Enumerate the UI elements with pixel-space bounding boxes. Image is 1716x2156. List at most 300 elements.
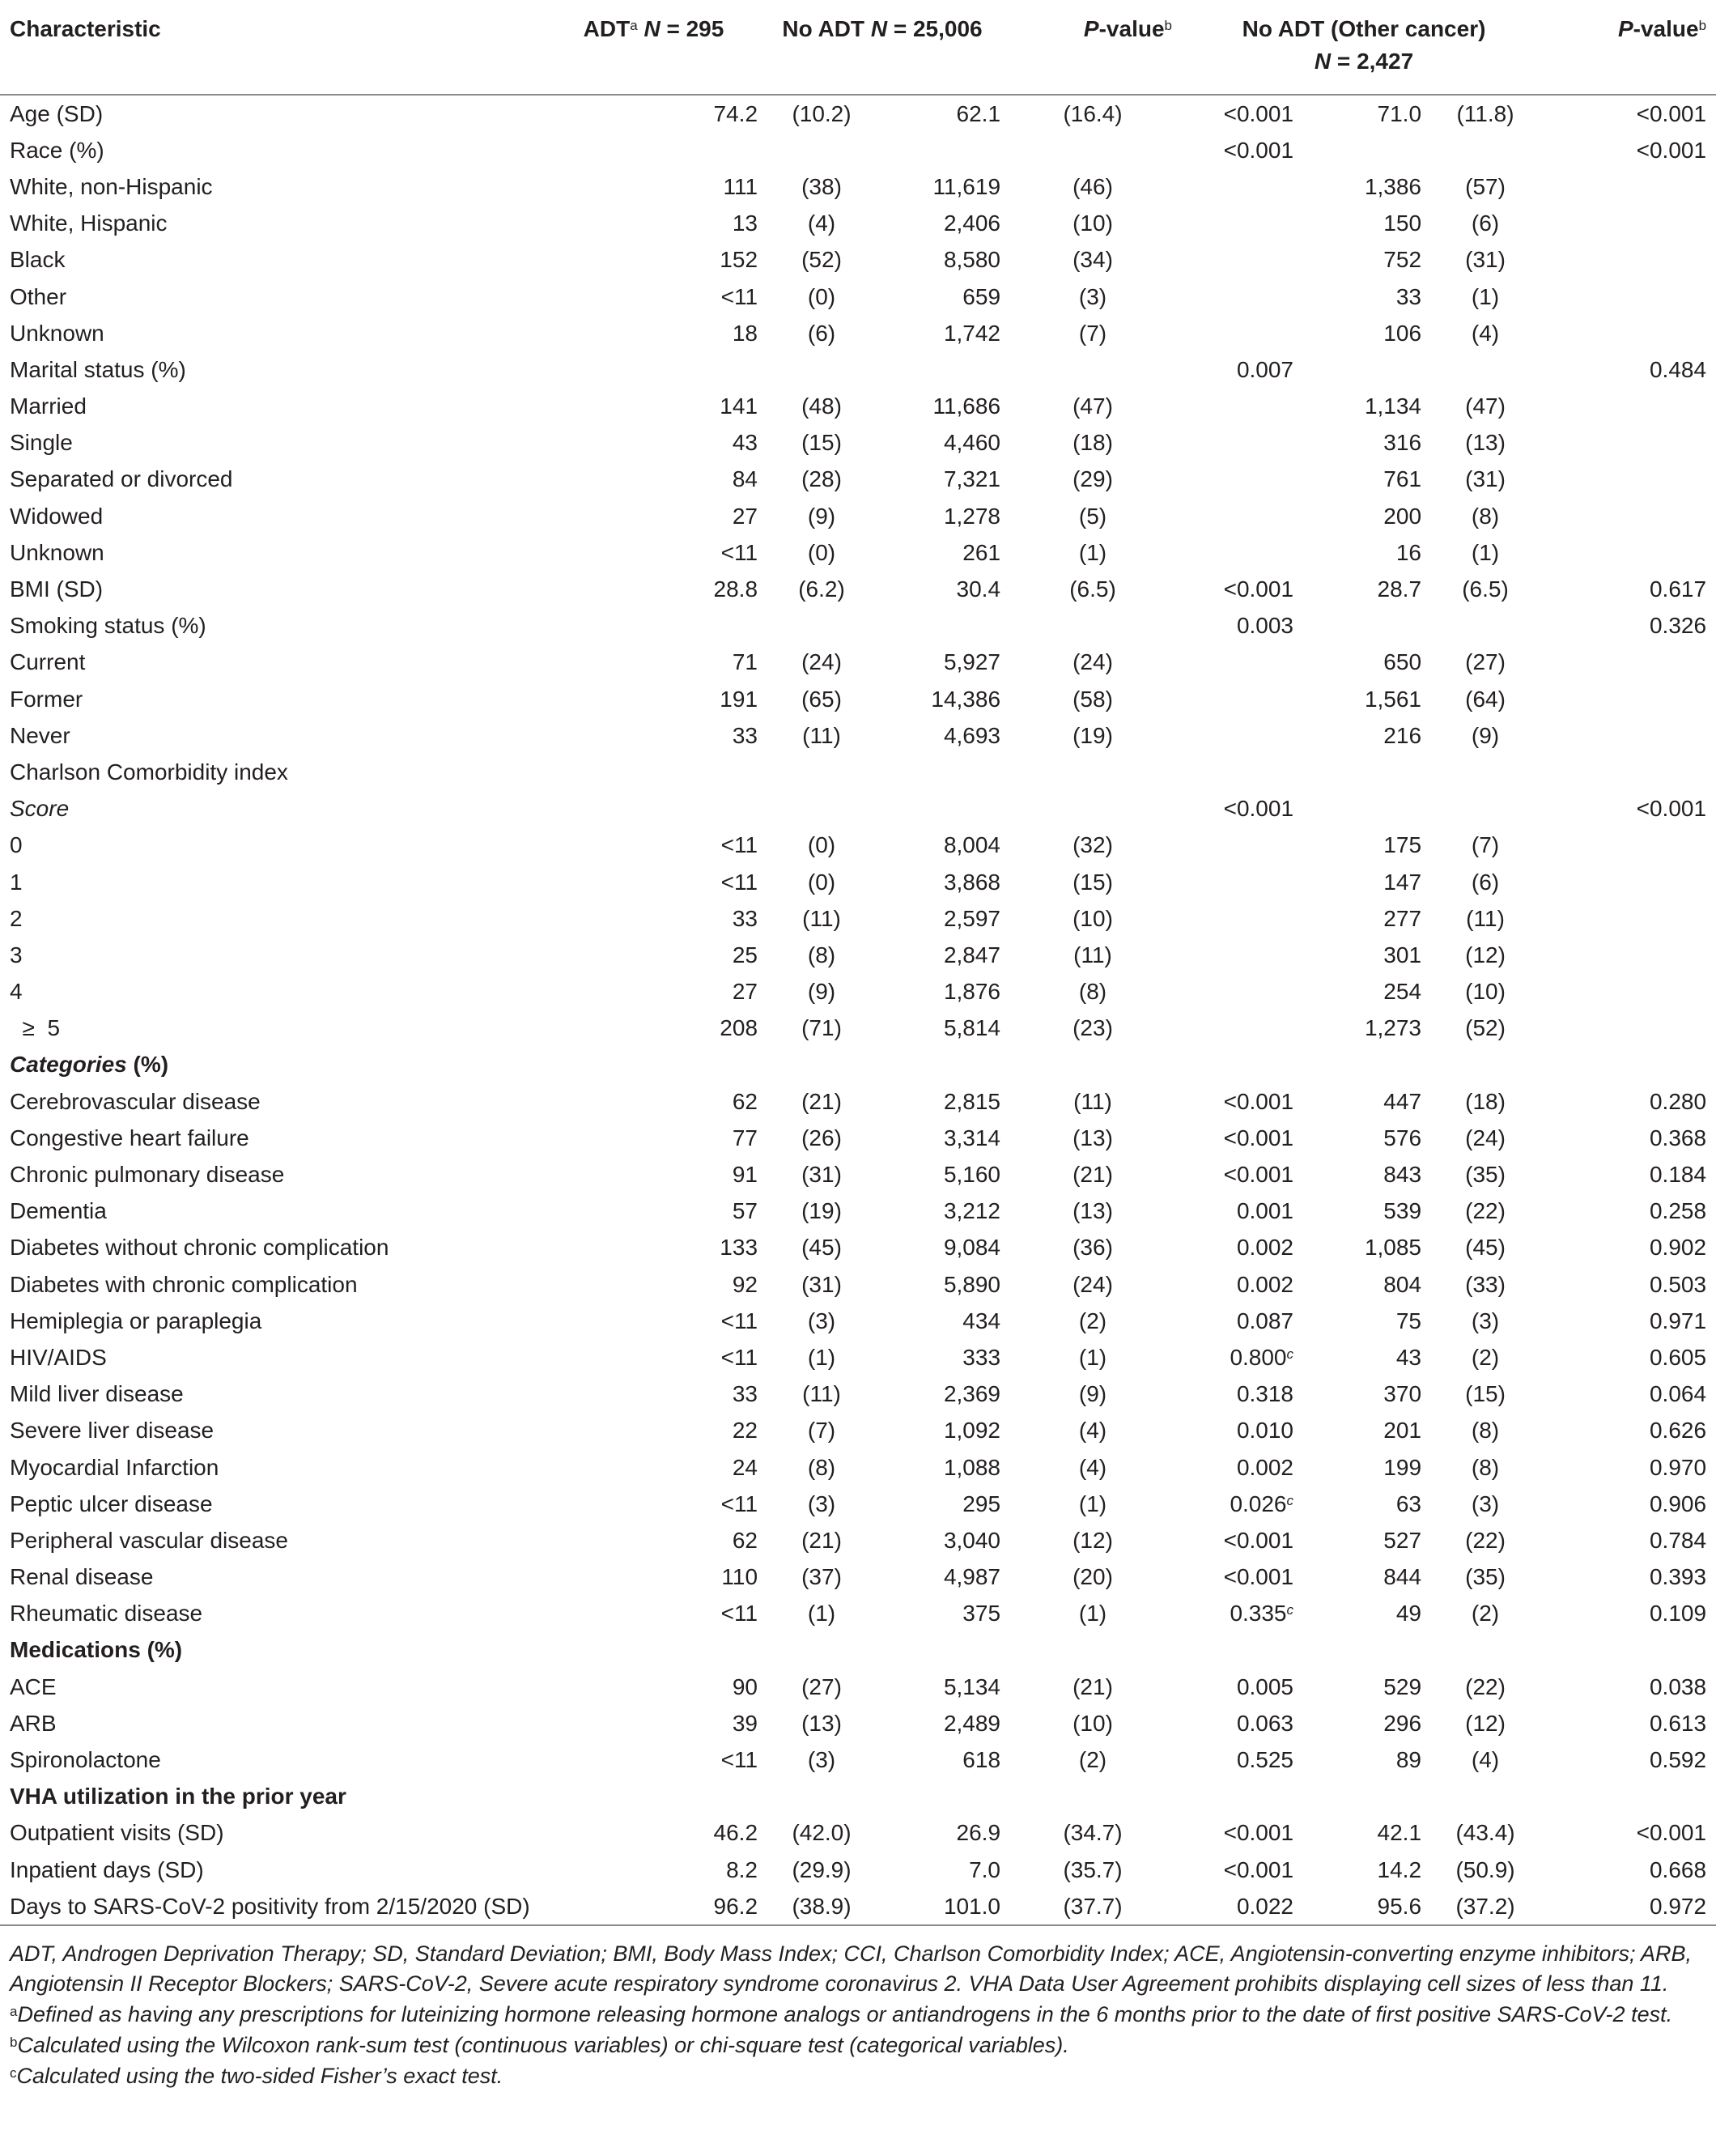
row-label: Medications (%) xyxy=(10,1637,183,1663)
p-value-2: 0.393 xyxy=(1649,1564,1707,1590)
p-value-1: <0.001 xyxy=(1223,1125,1294,1150)
p-value-2: <0.001 xyxy=(1636,100,1707,126)
other-cancer-count: 33 xyxy=(1395,283,1422,309)
p-value-2 xyxy=(1546,168,1716,205)
row-label: Rheumatic disease xyxy=(10,1601,203,1627)
table-footnotes xyxy=(10,1939,1706,2092)
adt-percent: (0) xyxy=(807,832,836,858)
adt-count xyxy=(639,351,761,388)
adt-percent: (11) xyxy=(802,722,841,748)
row-label: Peripheral vascular disease xyxy=(10,1527,288,1553)
adt-count: <11 xyxy=(720,539,758,565)
header-no-adt: No ADT N = 25,006 xyxy=(761,0,1004,95)
no-adt-count: 295 xyxy=(962,1490,1001,1516)
no-adt-percent: (5) xyxy=(1078,503,1107,529)
row-label: Inpatient days (SD) xyxy=(10,1856,204,1882)
no-adt-count: 4,460 xyxy=(943,430,1001,456)
adt-percent: (3) xyxy=(807,1308,836,1333)
other-cancer-percent xyxy=(1425,608,1546,644)
table-row xyxy=(0,1632,1716,1669)
adt-percent xyxy=(761,1779,882,1815)
no-adt-percent xyxy=(1004,1779,1182,1815)
other-cancer-percent: (7) xyxy=(1471,832,1500,858)
no-adt-count: 1,742 xyxy=(943,320,1001,346)
no-adt-percent: (24) xyxy=(1072,1271,1113,1297)
other-cancer-count: 1,134 xyxy=(1364,393,1422,419)
p-value-2: 0.184 xyxy=(1649,1162,1707,1188)
table-row xyxy=(0,1120,1716,1156)
p-value-1: 0.002 xyxy=(1236,1235,1294,1261)
no-adt-count: 5,134 xyxy=(943,1673,1001,1699)
header-characteristic: Characteristic xyxy=(0,0,546,95)
row-label: Smoking status (%) xyxy=(10,613,206,639)
adt-count: <11 xyxy=(720,869,758,895)
adt-percent: (8) xyxy=(807,942,836,967)
row-label: Age (SD) xyxy=(10,100,104,126)
adt-percent: (9) xyxy=(807,503,836,529)
row-label: Never xyxy=(10,722,70,748)
no-adt-count: 5,927 xyxy=(943,649,1001,675)
table-row xyxy=(0,571,1716,607)
table-row xyxy=(0,900,1716,937)
no-adt-count: 5,160 xyxy=(943,1162,1001,1188)
row-label: HIV/AIDS xyxy=(10,1344,107,1370)
other-cancer-count: 370 xyxy=(1383,1381,1422,1407)
other-cancer-count: 201 xyxy=(1383,1418,1422,1444)
no-adt-percent: (1) xyxy=(1078,1490,1107,1516)
other-cancer-count xyxy=(1303,132,1425,168)
table-row xyxy=(0,864,1716,900)
table-row xyxy=(0,498,1716,534)
other-cancer-percent: (31) xyxy=(1465,466,1506,492)
no-adt-percent: (1) xyxy=(1078,1601,1107,1627)
adt-percent xyxy=(761,608,882,644)
other-cancer-percent: (50.9) xyxy=(1455,1856,1515,1882)
adt-percent: (21) xyxy=(801,1527,842,1553)
row-label: Married xyxy=(10,393,87,419)
p-value-2 xyxy=(1546,1010,1716,1047)
row-label: Unknown xyxy=(10,539,104,565)
p-value-1: <0.001 xyxy=(1223,1088,1294,1114)
p-value-2: 0.626 xyxy=(1649,1418,1707,1444)
other-cancer-count: 539 xyxy=(1383,1198,1422,1224)
adt-count: <11 xyxy=(720,1747,758,1773)
p-value-2 xyxy=(1546,1047,1716,1083)
other-cancer-count: 843 xyxy=(1383,1162,1422,1188)
other-cancer-count: 1,561 xyxy=(1364,686,1422,712)
other-cancer-percent: (3) xyxy=(1471,1308,1500,1333)
row-label: White, non-Hispanic xyxy=(10,173,213,199)
adt-count: 39 xyxy=(732,1710,758,1736)
no-adt-percent: (7) xyxy=(1078,320,1107,346)
table-row xyxy=(0,1741,1716,1778)
p-value-1: 0.010 xyxy=(1236,1418,1294,1444)
adt-percent: (28) xyxy=(801,466,842,492)
footnote-b: $^b$Calculated using the Wilcoxon rank-sum test (continuous variables) or chi-square test (categorical variables). xyxy=(10,2033,1069,2057)
other-cancer-percent: (13) xyxy=(1465,430,1506,456)
table-row xyxy=(0,937,1716,973)
no-adt-percent: (37.7) xyxy=(1004,1888,1182,1925)
p-value-1 xyxy=(1182,864,1303,900)
p-value-2 xyxy=(1546,461,1716,498)
row-label: Single xyxy=(10,430,73,456)
no-adt-percent: (19) xyxy=(1072,722,1113,748)
p-value-2: 0.613 xyxy=(1649,1710,1707,1736)
adt-count: 57 xyxy=(732,1198,758,1224)
no-adt-count xyxy=(882,754,1004,790)
table-row xyxy=(0,1266,1716,1303)
table-row xyxy=(0,168,1716,205)
p-value-2: 0.368 xyxy=(1649,1125,1707,1150)
no-adt-percent: (12) xyxy=(1072,1527,1113,1553)
row-label: Mild liver disease xyxy=(10,1381,184,1407)
p-value-1: <0.001 xyxy=(1223,576,1294,602)
other-cancer-count: 175 xyxy=(1383,832,1422,858)
no-adt-percent: (16.4) xyxy=(1063,100,1123,126)
row-label: Severe liver disease xyxy=(10,1418,214,1444)
table-row xyxy=(0,1486,1716,1522)
no-adt-count: 618 xyxy=(962,1747,1001,1773)
table-row xyxy=(0,206,1716,242)
row-label: Dementia xyxy=(10,1198,107,1224)
table-row xyxy=(0,717,1716,754)
no-adt-count: 9,084 xyxy=(943,1235,1001,1261)
adt-count: <11 xyxy=(720,283,758,309)
other-cancer-count: 301 xyxy=(1383,942,1422,967)
p-value-2 xyxy=(1546,900,1716,937)
table-body xyxy=(0,95,1716,1925)
adt-count: <11 xyxy=(720,1344,758,1370)
adt-count: 62 xyxy=(732,1527,758,1553)
row-label: Score xyxy=(10,796,70,822)
other-cancer-count: 89 xyxy=(1395,1747,1422,1773)
no-adt-percent: (11) xyxy=(1073,942,1112,967)
p-value-1 xyxy=(1182,498,1303,534)
no-adt-count: 3,040 xyxy=(943,1527,1001,1553)
adt-count: 27 xyxy=(732,979,758,1005)
adt-percent: (1) xyxy=(807,1344,836,1370)
footnote-marker: c xyxy=(1286,1492,1294,1508)
p-value-2 xyxy=(1546,1779,1716,1815)
adt-count: <11 xyxy=(720,832,758,858)
no-adt-count: 8,004 xyxy=(943,832,1001,858)
other-cancer-percent: (22) xyxy=(1465,1198,1506,1224)
footnote-abbreviations: ADT, Androgen Deprivation Therapy; SD, Standard Deviation; BMI, Body Mass Index; CCI, Charlson Comorbidity Index; ACE, Angiotensin-converting enzyme inhibitors; ARB, Angiotensin II Receptor Blockers; SARS-CoV-2, Severe acute respiratory syndrome coronavirus 2. VHA Data User Agreement prohibits displaying cell sizes of less than 11. xyxy=(10,1941,1692,1996)
section-label: Categories xyxy=(10,1052,127,1078)
table-row xyxy=(0,315,1716,351)
p-value-1 xyxy=(1182,754,1303,790)
p-value-2: 0.064 xyxy=(1649,1381,1707,1407)
row-label: Peptic ulcer disease xyxy=(10,1490,213,1516)
other-cancer-count xyxy=(1303,1779,1425,1815)
p-value-1 xyxy=(1182,315,1303,351)
no-adt-percent: (47) xyxy=(1072,393,1113,419)
table-row xyxy=(0,132,1716,168)
p-value-1 xyxy=(1182,1779,1303,1815)
adt-percent: (6) xyxy=(807,320,836,346)
other-cancer-count: 804 xyxy=(1383,1271,1422,1297)
row-label xyxy=(0,1047,639,1083)
no-adt-count xyxy=(882,132,1004,168)
p-value-1 xyxy=(1182,461,1303,498)
adt-percent: (52) xyxy=(801,247,842,273)
p-value-2 xyxy=(1546,681,1716,717)
adt-count xyxy=(639,132,761,168)
p-value-2: 0.038 xyxy=(1649,1673,1707,1699)
adt-count: 18 xyxy=(732,320,758,346)
other-cancer-count: 49 xyxy=(1395,1601,1422,1627)
adt-percent: (48) xyxy=(801,393,842,419)
other-cancer-percent: (8) xyxy=(1471,1418,1500,1444)
other-cancer-count xyxy=(1303,791,1425,827)
no-adt-percent: (21) xyxy=(1072,1673,1113,1699)
table-row xyxy=(0,1815,1716,1852)
table-row xyxy=(0,1779,1716,1815)
row-label: Diabetes with chronic complication xyxy=(10,1271,358,1297)
adt-count: 24 xyxy=(732,1454,758,1480)
other-cancer-count: 42.1 xyxy=(1377,1820,1422,1846)
adt-percent: (27) xyxy=(801,1673,842,1699)
adt-count: 25 xyxy=(732,942,758,967)
p-value-1 xyxy=(1182,1047,1303,1083)
other-cancer-percent: (52) xyxy=(1465,1015,1506,1041)
adt-percent: (71) xyxy=(801,1015,842,1041)
p-value-1: <0.001 xyxy=(1223,1820,1294,1846)
no-adt-count: 3,212 xyxy=(943,1198,1001,1224)
footnote-marker: c xyxy=(1286,1346,1294,1362)
no-adt-percent: (34.7) xyxy=(1063,1820,1123,1846)
no-adt-count xyxy=(882,1047,1004,1083)
no-adt-count xyxy=(882,608,1004,644)
adt-count xyxy=(639,1779,761,1815)
p-value-1: 0.318 xyxy=(1236,1381,1294,1407)
row-label: Black xyxy=(10,247,66,273)
p-value-1: 0.087 xyxy=(1236,1308,1294,1333)
adt-count: 13 xyxy=(732,210,758,236)
p-value-1: <0.001 xyxy=(1223,1856,1294,1882)
other-cancer-count: 527 xyxy=(1383,1527,1422,1553)
no-adt-percent xyxy=(1004,132,1182,168)
other-cancer-count: 296 xyxy=(1383,1710,1422,1736)
no-adt-count: 434 xyxy=(962,1308,1001,1333)
row-label: Former xyxy=(10,686,83,712)
table-row xyxy=(0,1339,1716,1376)
table-row xyxy=(0,608,1716,644)
other-cancer-percent: (35) xyxy=(1465,1564,1506,1590)
adt-count: 62 xyxy=(732,1088,758,1114)
adt-percent: (0) xyxy=(807,869,836,895)
adt-percent: (0) xyxy=(807,283,836,309)
p-value-2 xyxy=(1546,827,1716,864)
table-row xyxy=(0,1156,1716,1193)
no-adt-count: 62.1 xyxy=(956,100,1001,126)
table-row xyxy=(0,1596,1716,1632)
row-label: VHA utilization in the prior year xyxy=(10,1784,346,1809)
other-cancer-percent: (4) xyxy=(1471,1747,1500,1773)
p-value-2 xyxy=(1546,644,1716,681)
adt-count: 141 xyxy=(720,393,758,419)
no-adt-count: 101.0 xyxy=(882,1888,1004,1925)
table-row xyxy=(0,1010,1716,1047)
table-row xyxy=(0,279,1716,315)
adt-percent: (13) xyxy=(801,1710,842,1736)
p-value-2: 0.971 xyxy=(1649,1308,1707,1333)
adt-count: 96.2 xyxy=(639,1888,761,1925)
p-value-1 xyxy=(1182,974,1303,1010)
other-cancer-count: 752 xyxy=(1383,247,1422,273)
no-adt-percent: (18) xyxy=(1072,430,1113,456)
row-label: Widowed xyxy=(10,503,104,529)
adt-count: <11 xyxy=(720,1601,758,1627)
adt-percent: (29.9) xyxy=(792,1856,852,1882)
other-cancer-count: 28.7 xyxy=(1377,576,1422,602)
adt-count xyxy=(639,608,761,644)
table-row xyxy=(0,1083,1716,1120)
p-value-2: 0.972 xyxy=(1546,1888,1716,1925)
adt-percent: (3) xyxy=(807,1490,836,1516)
no-adt-percent: (58) xyxy=(1072,686,1113,712)
table-row xyxy=(0,1522,1716,1559)
adt-percent: (38) xyxy=(801,173,842,199)
p-value-1: 0.022 xyxy=(1182,1888,1303,1925)
p-value-1 xyxy=(1182,168,1303,205)
other-cancer-percent: (6.5) xyxy=(1462,576,1509,602)
p-value-1: 0.002 xyxy=(1236,1454,1294,1480)
other-cancer-percent: (3) xyxy=(1471,1490,1500,1516)
row-label: Chronic pulmonary disease xyxy=(10,1162,285,1188)
p-value-1: 0.063 xyxy=(1236,1710,1294,1736)
adt-count: 110 xyxy=(721,1564,758,1590)
no-adt-count: 2,489 xyxy=(943,1710,1001,1736)
p-value-2: 0.503 xyxy=(1649,1271,1707,1297)
other-cancer-count: 844 xyxy=(1383,1564,1422,1590)
no-adt-percent: (29) xyxy=(1072,466,1113,492)
no-adt-percent: (2) xyxy=(1078,1747,1107,1773)
no-adt-count: 3,868 xyxy=(943,869,1001,895)
other-cancer-percent: (9) xyxy=(1471,722,1500,748)
row-label: Spironolactone xyxy=(10,1747,161,1773)
other-cancer-count: 147 xyxy=(1383,869,1422,895)
adt-percent: (10.2) xyxy=(792,100,852,126)
table-row xyxy=(0,974,1716,1010)
no-adt-percent xyxy=(1004,791,1182,827)
p-value-1 xyxy=(1182,900,1303,937)
p-value-2: 0.326 xyxy=(1649,613,1707,639)
row-label: Current xyxy=(10,649,86,675)
adt-count: 28.8 xyxy=(713,576,758,602)
table-row xyxy=(0,827,1716,864)
table-row xyxy=(0,534,1716,571)
other-cancer-count: 199 xyxy=(1383,1454,1422,1480)
row-label: ACE xyxy=(10,1673,57,1699)
no-adt-percent: (24) xyxy=(1072,649,1113,675)
p-value-1: 0.005 xyxy=(1236,1673,1294,1699)
header-adt: ADT$^a$ N = 295 xyxy=(546,0,761,95)
other-cancer-percent: (43.4) xyxy=(1455,1820,1515,1846)
other-cancer-percent: (1) xyxy=(1471,283,1500,309)
p-value-1: 0.001 xyxy=(1236,1198,1294,1224)
other-cancer-percent: (6) xyxy=(1471,210,1500,236)
p-value-1 xyxy=(1182,681,1303,717)
p-value-2: 0.109 xyxy=(1649,1601,1707,1627)
row-label: Marital status (%) xyxy=(10,356,186,382)
adt-count: 90 xyxy=(732,1673,758,1699)
other-cancer-count: 277 xyxy=(1383,905,1422,931)
p-value-1 xyxy=(1182,717,1303,754)
other-cancer-percent xyxy=(1425,1047,1546,1083)
no-adt-count xyxy=(882,791,1004,827)
row-label: Charlson Comorbidity index xyxy=(10,759,288,785)
no-adt-percent: (3) xyxy=(1078,283,1107,309)
table-row xyxy=(0,1230,1716,1266)
other-cancer-percent: (35) xyxy=(1465,1162,1506,1188)
row-label: 0 xyxy=(10,832,23,858)
adt-count: <11 xyxy=(720,1308,758,1333)
table-row xyxy=(0,425,1716,461)
no-adt-count: 5,814 xyxy=(943,1015,1001,1041)
no-adt-percent: (46) xyxy=(1072,173,1113,199)
other-cancer-count: 576 xyxy=(1383,1125,1422,1150)
other-cancer-count: 200 xyxy=(1383,503,1422,529)
other-cancer-percent: (27) xyxy=(1465,649,1506,675)
no-adt-percent xyxy=(1004,754,1182,790)
other-cancer-percent xyxy=(1425,351,1546,388)
no-adt-percent: (4) xyxy=(1078,1454,1107,1480)
p-value-2 xyxy=(1546,864,1716,900)
other-cancer-percent: (31) xyxy=(1465,247,1506,273)
p-value-1 xyxy=(1182,534,1303,571)
table-row xyxy=(0,95,1716,132)
p-value-2: <0.001 xyxy=(1636,796,1707,822)
adt-count: 33 xyxy=(732,1381,758,1407)
no-adt-count: 2,847 xyxy=(943,942,1001,967)
other-cancer-count: 254 xyxy=(1383,979,1422,1005)
row-label: Renal disease xyxy=(10,1564,154,1590)
other-cancer-percent: (10) xyxy=(1465,979,1506,1005)
adt-percent xyxy=(761,791,882,827)
table-row xyxy=(0,1413,1716,1449)
no-adt-count: 2,597 xyxy=(943,905,1001,931)
other-cancer-count: 63 xyxy=(1395,1490,1422,1516)
adt-percent xyxy=(761,754,882,790)
no-adt-percent: (21) xyxy=(1072,1162,1113,1188)
adt-count xyxy=(639,791,761,827)
no-adt-count: 4,987 xyxy=(943,1564,1001,1590)
row-label: 4 xyxy=(10,979,23,1005)
adt-percent: (19) xyxy=(801,1198,842,1224)
other-cancer-percent xyxy=(1425,1632,1546,1669)
adt-count: 33 xyxy=(732,905,758,931)
p-value-2 xyxy=(1546,717,1716,754)
adt-percent: (31) xyxy=(801,1162,842,1188)
no-adt-count: 7.0 xyxy=(969,1856,1001,1882)
p-value-2: 0.902 xyxy=(1649,1235,1707,1261)
adt-count: 152 xyxy=(720,247,758,273)
other-cancer-percent: (24) xyxy=(1465,1125,1506,1150)
adt-count: 77 xyxy=(732,1125,758,1150)
other-cancer-percent: (12) xyxy=(1465,1710,1506,1736)
p-value-2: <0.001 xyxy=(1636,137,1707,163)
no-adt-percent: (1) xyxy=(1078,539,1107,565)
p-value-2 xyxy=(1546,279,1716,315)
p-value-1 xyxy=(1182,1339,1303,1376)
table-row xyxy=(0,1669,1716,1705)
other-cancer-count xyxy=(1303,754,1425,790)
adt-percent: (7) xyxy=(807,1418,836,1444)
no-adt-percent: (4) xyxy=(1078,1418,1107,1444)
p-value-2 xyxy=(1546,937,1716,973)
other-cancer-percent xyxy=(1425,132,1546,168)
